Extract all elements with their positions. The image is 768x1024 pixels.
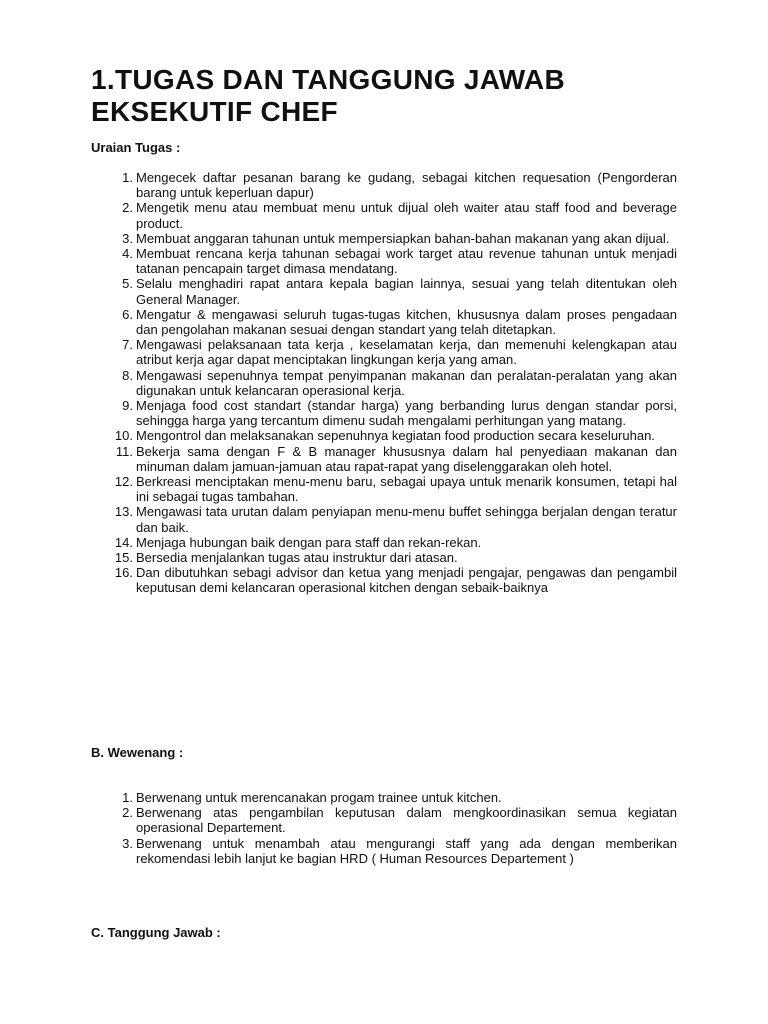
list-item: 7. Mengawasi pelaksanaan tata kerja , keselamatan kerja, dan memenuhi kelengkapan atau atribut kerja agar dapat menciptakan lingkungan kerja yang aman.: [122, 337, 677, 368]
list-item: 8. Mengawasi sepenuhnya tempat penyimpanan makanan dan peralatan-peralatan yang akan digunakan untuk kelancaran operasional kerja.: [122, 367, 677, 398]
wewenang-list: [91, 790, 677, 866]
list-item: 3. Berwenang untuk menambah atau mengurangi staff yang ada dengan memberikan rekomendasi lebih lanjut ke bagian HRD ( Human Resources Departement ): [122, 835, 677, 866]
list-item: 13. Mengawasi tata urutan dalam penyiapan menu-menu buffet sehingga berjalan dengan teratur dan baik.: [114, 504, 677, 535]
section-heading-uraian-tugas: Uraian Tugas :: [91, 140, 181, 155]
list-item: 3. Membuat anggaran tahunan untuk mempersiapkan bahan-bahan makanan yang akan dijual.: [122, 230, 670, 246]
list-item: 14. Menjaga hubungan baik dengan para staff dan rekan-rekan.: [114, 534, 482, 550]
list-item: 11. Bekerja sama dengan F & B manager khususnya dalam hal penyediaan makanan dan minuman dalam jamuan-jamuan atau rapat-rapat yang diselenggarakan oleh hotel.: [115, 443, 677, 474]
uraian-tugas-list: [91, 170, 677, 596]
list-item: 15. Bersedia menjalankan tugas atau instruktur dari atasan.: [114, 550, 458, 566]
list-item: 4. Membuat rencana kerja tahunan sebagai work target atau revenue tahunan untuk menjadi tatanan pencapain target dimasa mendatang.: [122, 246, 677, 277]
list-item: 1. Berwenang untuk merencanakan progam trainee untuk kitchen.: [122, 790, 502, 805]
list-item: 6. Mengatur & mengawasi seluruh tugas-tugas kitchen, khususnya dalam proses pengadaan dan pengolahan makanan sesuai dengan standart yang telah ditetapkan.: [122, 306, 677, 338]
list-item: 5. Selalu menghadiri rapat antara kepala bagian lainnya, sesuai yang telah ditentukan oleh General Manager.: [122, 276, 677, 307]
section-heading-wewenang: B. Wewenang :: [91, 745, 184, 760]
list-item: 2. Berwenang atas pengambilan keputusan dalam mengkoordinasikan semua kegiatan operasional Departement.: [122, 805, 677, 836]
list-item: 2. Mengetik menu atau membuat menu untuk dijual oleh waiter atau staff food and beverage product.: [122, 200, 677, 231]
section-heading-tanggung-jawab: C. Tanggung Jawab :: [91, 925, 221, 940]
list-item: 16. Dan dibutuhkan sebagi advisor dan ketua yang menjadi pengajar, pengawas dan pengambil keputusan demi kelancaran operasional kitchen dengan sebaik-baiknya: [114, 565, 677, 596]
list-item: 10. Mengontrol dan melaksanakan sepenuhnya kegiatan food production secara keseluruhan.: [114, 428, 655, 444]
list-item: 12. Berkreasi menciptakan menu-menu baru, sebagai upaya untuk menarik konsumen, tetapi hal ini sebagai tugas tambahan.: [114, 474, 677, 505]
list-item: 1. Mengecek daftar pesanan barang ke gudang, sebagai kitchen requesation (Pengorderan barang untuk keperluan dapur): [122, 170, 677, 201]
list-item: 9. Menjaga food cost standart (standar harga) yang berbanding lurus dengan standar porsi, sehingga harga yang tercantum dimenu sudah mengalami perhitungan yang matang.: [122, 398, 677, 429]
document-title: 1.TUGAS DAN TANGGUNG JAWAB EKSEKUTIF CHEF: [91, 64, 565, 127]
